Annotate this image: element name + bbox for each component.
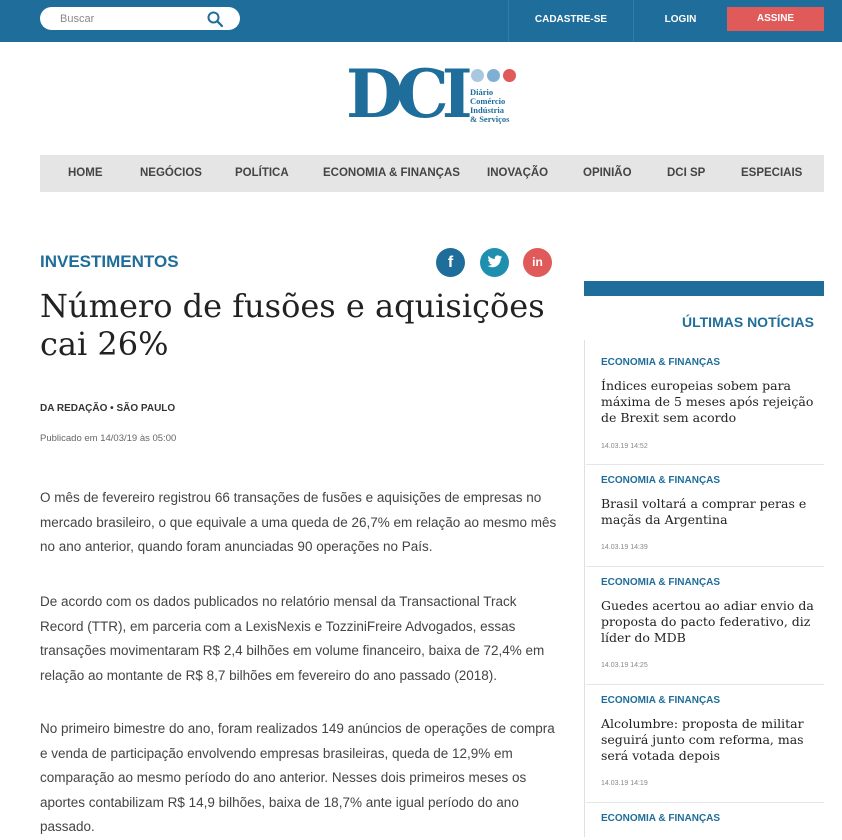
news-category[interactable]: ECONOMIA & FINANÇAS [601, 357, 721, 368]
logo-dot [471, 69, 484, 82]
logo-line: Diário [470, 87, 494, 97]
logo-wordmark: DCI [346, 55, 466, 133]
news-separator [586, 566, 824, 567]
logo-tagline [470, 88, 509, 124]
article-byline: DA REDAÇÃO • SÃO PAULO [40, 403, 176, 414]
article-paragraph: No primeiro bimestre do ano, foram realizados 149 anúncios de operações de compra e venda de participação envolvendo empresas brasileiras, queda de 12,9% em comparação ao mesmo período do ano anterior. Nesses dois primeiros meses os aportes contabilizam R$ 14,9 bilhões, baixa de 18,7% ante igual período do ano passado. [40, 721, 555, 834]
nav-politica[interactable]: POLÍTICA [235, 167, 289, 179]
article-published-date: Publicado em 14/03/19 às 05:00 [40, 433, 177, 444]
logo-line: Indústria [470, 105, 505, 115]
logo-dot [487, 69, 500, 82]
news-time: 14.03.19 14:52 [601, 443, 648, 450]
news-time: 14.03.19 14:25 [601, 662, 648, 669]
news-title[interactable]: Alcolumbre: proposta de militar seguirá junto com reforma, mas será votada depois [601, 716, 804, 763]
news-title[interactable]: Índices europeias sobem para máxima de 5 meses após rejeição de Brexit sem acordo [601, 378, 814, 425]
linkedin-icon: in [532, 255, 543, 269]
nav-opiniao[interactable]: OPINIÃO [583, 167, 632, 179]
nav-negocios[interactable]: NEGÓCIOS [140, 167, 202, 179]
article-paragraph: De acordo com os dados publicados no relatório mensal da Transactional Track Record (TTR), em parceria com a LexisNexis e TozziniFreire Advogados, essas transações movimentaram R$ 2,4 bilhões em volume financeiro, baixa de 72,4% em relação ao montante de R$ 8,7 bilhões em fevereiro do ano passado (2018). [40, 594, 545, 683]
news-title[interactable]: Brasil voltará a comprar peras e maçãs da Argentina [601, 496, 807, 527]
latest-news-title: ÚLTIMAS NOTÍCIAS [682, 314, 814, 330]
main-nav [40, 155, 824, 192]
news-category[interactable]: ECONOMIA & FINANÇAS [601, 577, 721, 588]
facebook-share-button[interactable] [436, 248, 465, 277]
article-title: Número de fusões e aquisições cai 26% [40, 287, 545, 363]
register-link[interactable]: CADASTRE-SE [534, 14, 608, 25]
nav-especiais[interactable]: ESPECIAIS [741, 167, 803, 179]
twitter-icon [487, 255, 503, 269]
article-paragraph: O mês de fevereiro registrou 66 transações de fusões e aquisições de empresas no mercado brasileiro, o que equivale a uma queda de 26,7% em relação ao mesmo mês no ano anterior, quando foram anunciadas 90 operações no País. [40, 490, 557, 554]
search-box[interactable] [40, 7, 240, 30]
news-title[interactable]: Guedes acertou ao adiar envio da proposta do pacto federativo, diz líder do MDB [601, 598, 814, 645]
news-category[interactable]: ECONOMIA & FINANÇAS [601, 695, 721, 706]
facebook-icon: f [447, 254, 454, 271]
twitter-share-button[interactable] [480, 248, 509, 277]
site-logo[interactable] [346, 55, 526, 133]
news-separator [586, 684, 824, 685]
news-category[interactable]: ECONOMIA & FINANÇAS [601, 813, 721, 824]
article-section-label[interactable]: INVESTIMENTOS [40, 252, 179, 271]
news-time: 14.03.19 14:39 [601, 544, 648, 551]
news-separator [586, 464, 824, 465]
subscribe-button[interactable]: ASSINE [727, 7, 824, 31]
news-separator [586, 802, 824, 803]
logo-line: & Serviços [470, 114, 510, 124]
logo-line: Comércio [470, 96, 506, 106]
nav-home[interactable]: HOME [68, 167, 103, 179]
search-input[interactable] [60, 11, 200, 26]
news-category[interactable]: ECONOMIA & FINANÇAS [601, 475, 721, 486]
top-bar [0, 0, 842, 42]
logo-dot [503, 69, 516, 82]
nav-economia-financas[interactable]: ECONOMIA & FINANÇAS [323, 167, 460, 179]
news-time: 14.03.19 14:19 [601, 780, 648, 787]
nav-inovacao[interactable]: INOVAÇÃO [487, 167, 549, 179]
sidebar-accent-bar [584, 281, 824, 296]
login-link[interactable]: LOGIN [664, 14, 697, 25]
linkedin-share-button[interactable] [523, 248, 552, 277]
sidebar-border [584, 340, 585, 837]
nav-dci-sp[interactable]: DCI SP [667, 167, 706, 179]
search-icon[interactable] [206, 10, 224, 28]
